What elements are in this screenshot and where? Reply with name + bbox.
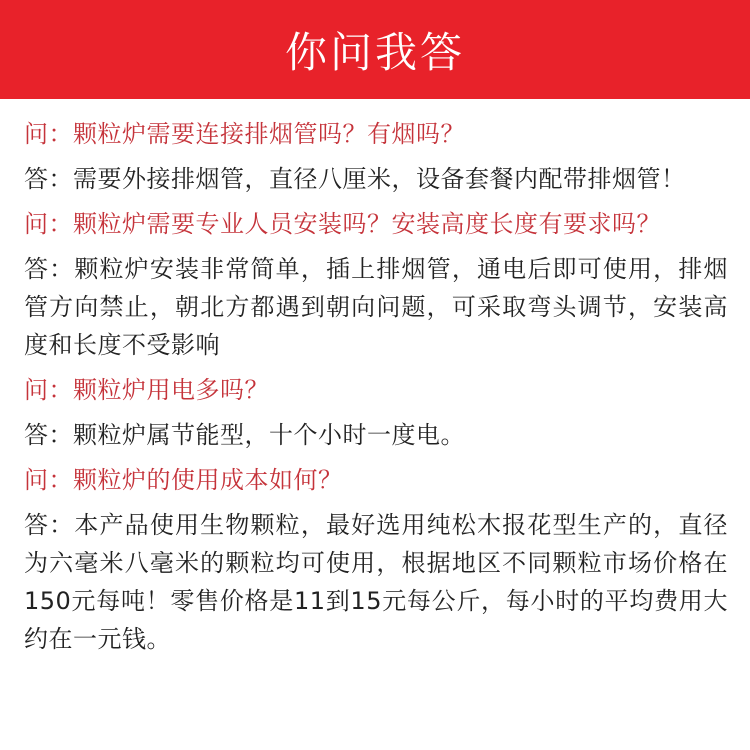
answer-1: 答：需要外接排烟管，直径八厘米，设备套餐内配带排烟管！ [24,165,686,193]
question-4: 问：颗粒炉的使用成本如何？ [24,466,343,494]
qa-list [0,99,750,658]
question-3: 问：颗粒炉用电多吗？ [24,376,269,404]
question-2: 问：颗粒炉需要专业人员安装吗？安装高度长度有要求吗？ [24,210,661,238]
header-banner [0,0,750,99]
answer-2: 答：颗粒炉安装非常简单，插上排烟管，通电后即可使用，排烟管方向禁止，朝北方都遇到朝向问题，可采取弯头调节，安装高度和长度不受影响 [24,255,728,359]
answer-3: 答：颗粒炉属节能型，十个小时一度电。 [24,421,465,449]
question-1: 问：颗粒炉需要连接排烟管吗？有烟吗？ [24,120,465,148]
page-title: 你问我答 [284,27,465,77]
answer-4: 答：本产品使用生物颗粒，最好选用纯松木报花型生产的，直径为六毫米八毫米的颗粒均可使用，根据地区不同颗粒市场价格在150元每吨！零售价格是11到15元每公斤，每小时的平均费用大约在一元钱。 [24,511,728,653]
